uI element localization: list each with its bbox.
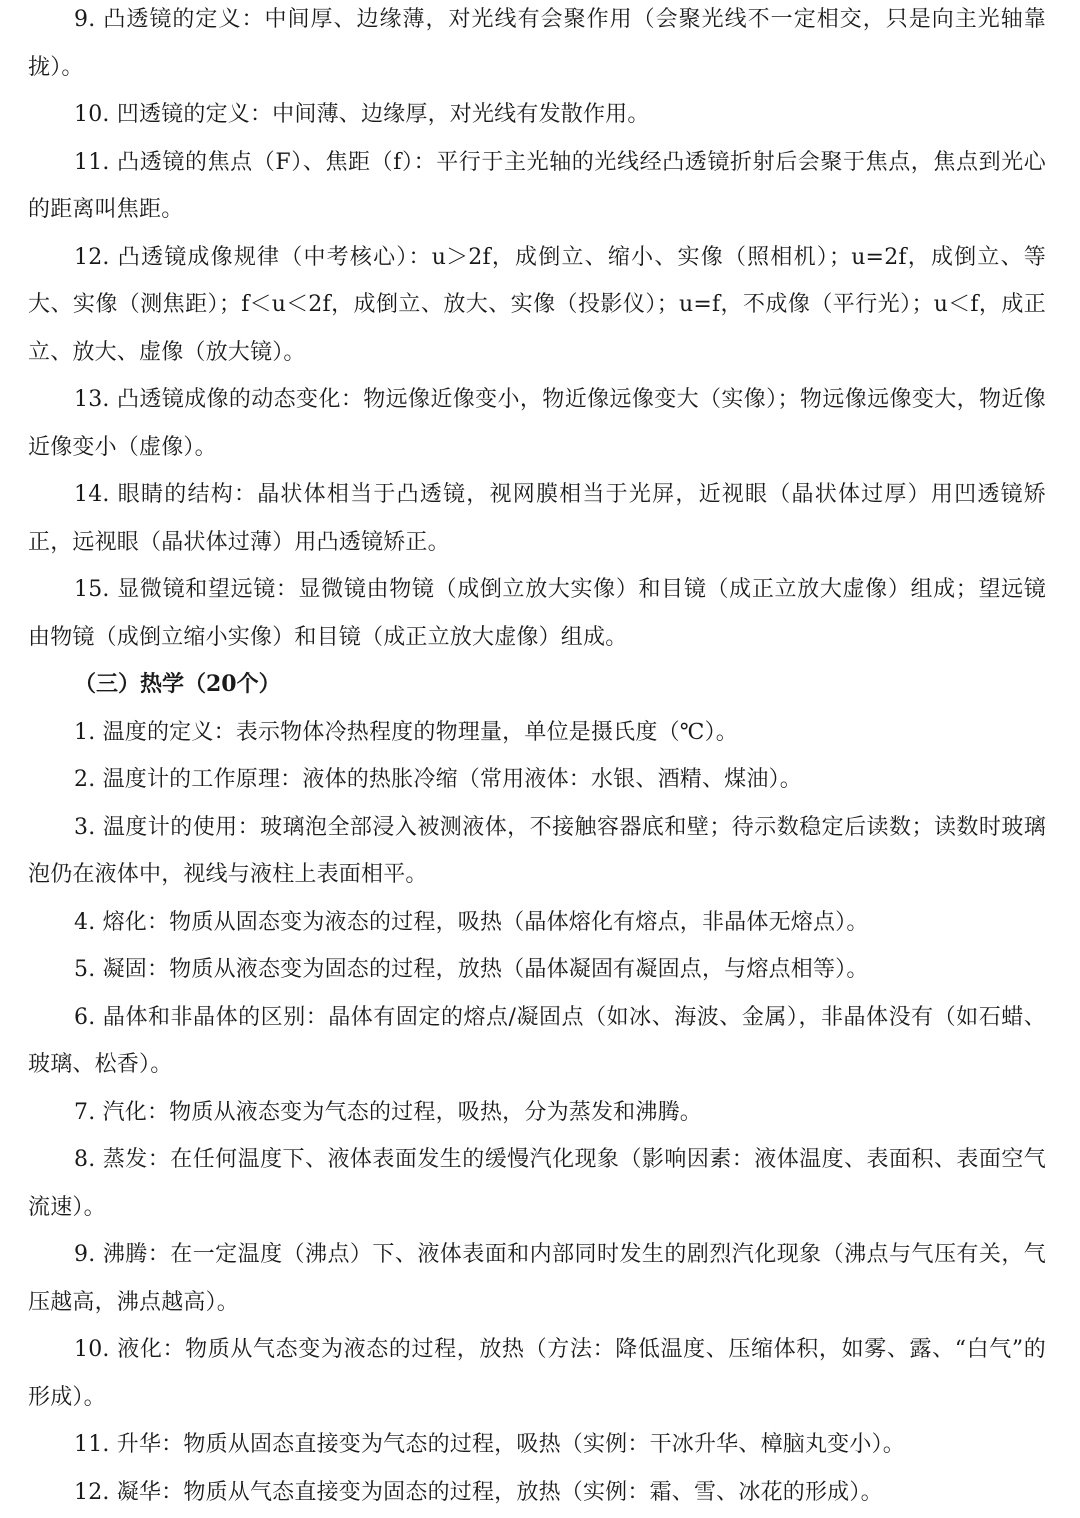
thermal-item-1: 1. 温度的定义：表示物体冷热程度的物理量，单位是摄氏度（℃）。 [74,719,738,745]
optics-item-11: 11. 凸透镜的焦点（F）、焦距（f）：平行于主光轴的光线经凸透镜折射后会聚于焦点，焦点到光心的距离叫焦距。 [28,149,1046,222]
thermal-item-12: 12. 凝华：物质从气态直接变为固态的过程，放热（实例：霜、雪、冰花的形成）。 [74,1479,883,1505]
thermal-item-5: 5. 凝固：物质从液态变为固态的过程，放热（晶体凝固有凝固点，与熔点相等）。 [74,957,869,982]
section-heading-thermal: （三）热学（20个） [74,671,281,697]
thermal-item-9: 9. 沸腾：在一定温度（沸点）下、液体表面和内部同时发生的剧烈汽化现象（沸点与气压有关，气压越高，沸点越高）。 [28,1242,1046,1315]
thermal-item-7: 7. 汽化：物质从液态变为气态的过程，吸热，分为蒸发和沸腾。 [74,1099,702,1125]
optics-item-10: 10. 凹透镜的定义：中间薄、边缘厚，对光线有发散作用。 [74,102,650,127]
thermal-item-2: 2. 温度计的工作原理：液体的热胀冷缩（常用液体：水银、酒精、煤油）。 [74,767,802,792]
optics-item-12: 12. 凸透镜成像规律（中考核心）：u＞2f，成倒立、缩小、实像（照相机）；u=2f，成倒立、等大、实像（测焦距）；f＜u＜2f，成倒立、放大、实像（投影仪）；u=f，不成像（平行光）；u＜f，成正立、放大、虚像（放大镜）。 [28,244,1046,365]
thermal-item-11: 11. 升华：物质从固态直接变为气态的过程，吸热（实例：干冰升华、樟脑丸变小）。 [74,1432,905,1457]
optics-item-14: 14. 眼睛的结构：晶状体相当于凸透镜，视网膜相当于光屏，近视眼（晶状体过厚）用凹透镜矫正，远视眼（晶状体过薄）用凸透镜矫正。 [28,482,1046,555]
thermal-item-10: 10. 液化：物质从气态变为液态的过程，放热（方法：降低温度、压缩体积，如雾、露、“白气”的形成）。 [28,1337,1046,1410]
thermal-item-6: 6. 晶体和非晶体的区别：晶体有固定的熔点/凝固点（如冰、海波、金属），非晶体没有（如石蜡、玻璃、松香）。 [28,1004,1046,1077]
thermal-item-4: 4. 熔化：物质从固态变为液态的过程，吸热（晶体熔化有熔点，非晶体无熔点）。 [74,909,869,935]
optics-item-15: 15. 显微镜和望远镜：显微镜由物镜（成倒立放大实像）和目镜（成正立放大虚像）组成；望远镜由物镜（成倒立缩小实像）和目镜（成正立放大虚像）组成。 [28,577,1046,650]
thermal-item-8: 8. 蒸发：在任何温度下、液体表面发生的缓慢汽化现象（影响因素：液体温度、表面积、表面空气流速）。 [28,1147,1046,1220]
optics-item-13: 13. 凸透镜成像的动态变化：物远像近像变小，物近像远像变大（实像）；物远像远像变大，物近像近像变小（虚像）。 [28,387,1046,460]
thermal-item-3: 3. 温度计的使用：玻璃泡全部浸入被测液体，不接触容器底和壁；待示数稳定后读数；读数时玻璃泡仍在液体中，视线与液柱上表面相平。 [28,814,1046,887]
optics-item-9: 9. 凸透镜的定义：中间厚、边缘薄，对光线有会聚作用（会聚光线不一定相交，只是向主光轴靠拢）。 [28,7,1046,80]
